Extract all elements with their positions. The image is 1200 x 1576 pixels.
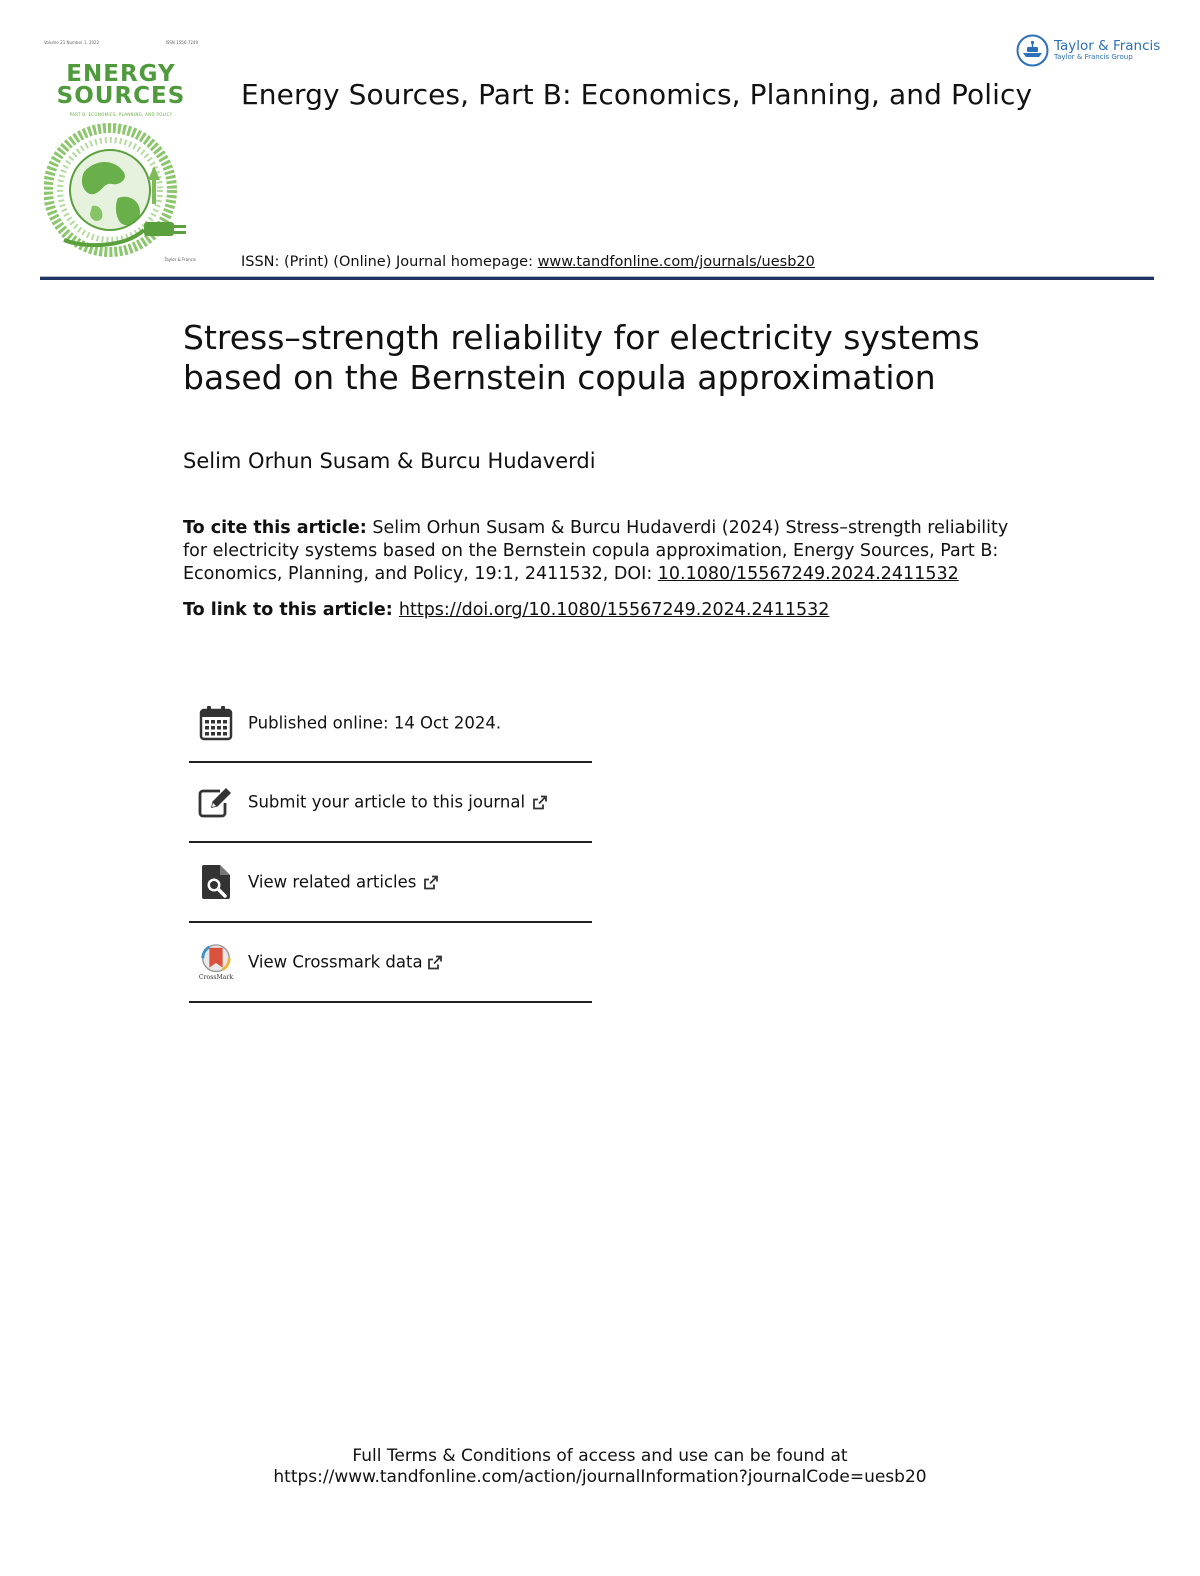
related-articles-row[interactable] [189, 843, 592, 923]
citation-doi-link[interactable]: 10.1080/15567249.2024.2411532 [657, 564, 959, 584]
related-articles-link[interactable] [248, 873, 440, 892]
citation-text: Selim Orhun Susam & Burcu Hudaverdi (2024) Stress–strength reliability for electricity systems based on the Bernstein copula approximation, Energy Sources, Part B: Economics, Planning, and Policy, 19:1, 2411532, DOI: [183, 518, 1009, 584]
article-link-line [183, 600, 829, 620]
issn-label: ISSN: (Print) (Online) Journal homepage: [241, 254, 538, 270]
journal-homepage-link[interactable]: www.tandfonline.com/journals/uesb20 [537, 254, 815, 270]
taylor-francis-logo-icon [1016, 34, 1049, 67]
edit-icon [198, 783, 234, 821]
article-title: Stress–strength reliability for electricity systems based on the Bernstein copula approximation [183, 318, 980, 397]
citation [183, 517, 1013, 586]
globe-icon [44, 120, 200, 258]
article-link[interactable]: https://doi.org/10.1080/15567249.2024.2411532 [398, 600, 830, 620]
journal-title: Energy Sources, Part B: Economics, Planning, and Policy [241, 78, 1033, 111]
cover-subtitle: PART B: ECONOMICS, PLANNING, AND POLICY [69, 112, 173, 117]
publisher-logo [1016, 34, 1160, 67]
cover-publisher: Taylor & Francis [164, 257, 196, 262]
crossmark-badge-text: CrossMark [198, 974, 234, 982]
external-link-icon [422, 873, 440, 891]
related-articles-text: View related articles [248, 872, 417, 892]
external-link-icon [531, 793, 549, 811]
footer-terms-url: https://www.tandfonline.com/action/journalInformation?journalCode=uesb20 [273, 1467, 927, 1487]
crossmark-text: View Crossmark data [248, 952, 423, 972]
calendar-icon [198, 704, 234, 742]
crossmark-icon [198, 943, 234, 981]
article-info-list [189, 684, 592, 1003]
cover-title-line1: ENERGY [66, 61, 176, 87]
cover-meta-left: Volume 21 Number 1, 2022 [44, 40, 100, 45]
cover-title [40, 61, 202, 109]
footer [0, 1446, 1200, 1488]
publisher-name: Taylor & Francis [1054, 37, 1161, 54]
submit-article-row[interactable] [189, 763, 592, 843]
header-rule [40, 277, 1154, 280]
submit-article-text: Submit your article to this journal [248, 792, 526, 812]
submit-article-link[interactable] [248, 793, 549, 812]
citation-label: To cite this article: [183, 518, 367, 538]
article-link-label: To link to this article: [183, 600, 399, 620]
published-online-text: Published online: 14 Oct 2024. [248, 713, 502, 732]
crossmark-link[interactable] [248, 953, 444, 972]
issn-line [241, 254, 815, 270]
publisher-group: Taylor & Francis Group [1054, 53, 1133, 62]
published-online-row [189, 684, 592, 763]
cover-title-line2: SOURCES [56, 82, 186, 109]
cover-meta-right: ISSN 1556-7249 [165, 40, 198, 45]
external-link-icon [426, 953, 444, 971]
footer-terms-text: Full Terms & Conditions of access and use can be found at [352, 1446, 848, 1466]
journal-cover [40, 40, 202, 266]
article-authors: Selim Orhun Susam & Burcu Hudaverdi [183, 449, 596, 473]
crossmark-row[interactable] [189, 923, 592, 1003]
document-search-icon [198, 863, 234, 901]
cover-meta [44, 40, 198, 45]
